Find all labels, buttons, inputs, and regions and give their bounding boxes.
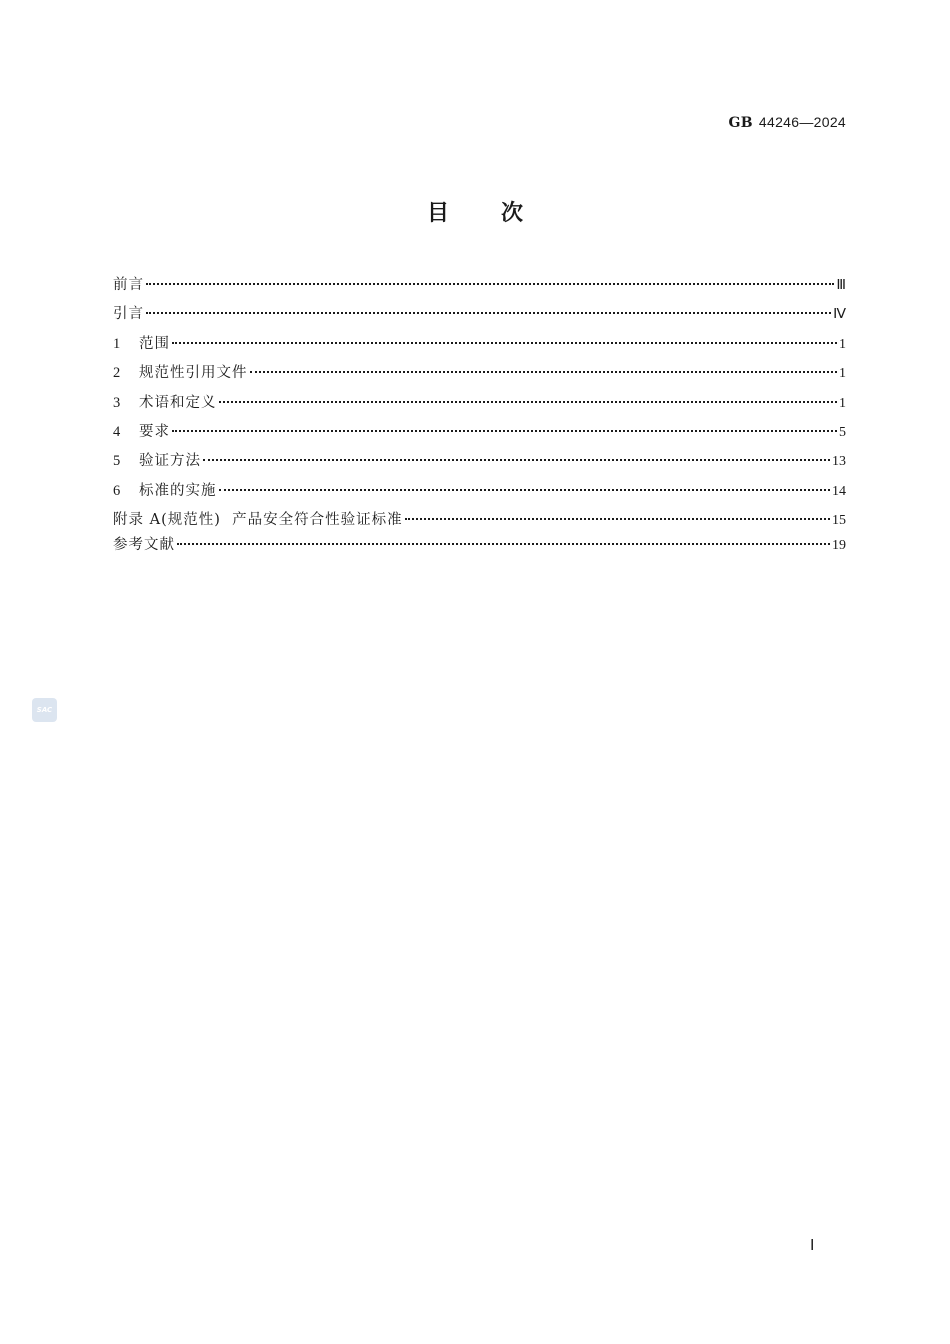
toc-entry-label: 范围 <box>139 335 170 352</box>
toc-entry-label: 要求 <box>139 423 170 440</box>
toc-entry-number: 6 <box>113 482 121 499</box>
toc-leader-dots <box>203 459 830 461</box>
toc-entry-implementation[interactable] <box>113 479 846 508</box>
toc-title: 目次 <box>426 201 575 226</box>
toc-entry-requirements[interactable] <box>113 420 846 449</box>
toc-entry-verification-methods[interactable] <box>113 449 846 478</box>
toc-entry-label: 引言 <box>113 306 144 323</box>
toc-list <box>113 273 846 558</box>
toc-entry-number: 1 <box>113 335 121 352</box>
page-number: Ⅰ <box>810 1238 815 1254</box>
toc-leader-dots <box>146 283 834 285</box>
toc-entry-page: 5 <box>839 424 846 440</box>
standard-prefix: GB <box>728 115 753 131</box>
toc-entry-page: 14 <box>832 483 846 499</box>
toc-entry-label: 附录 A(规范性) 产品安全符合性验证标准 <box>113 512 403 529</box>
toc-entry-number: 2 <box>113 365 121 382</box>
toc-leader-dots <box>250 371 838 373</box>
toc-entry-page: 15 <box>832 513 846 529</box>
toc-entry-page: Ⅳ <box>833 307 846 323</box>
toc-leader-dots <box>405 518 830 520</box>
toc-leader-dots <box>172 430 837 432</box>
toc-entry-introduction[interactable] <box>113 302 846 331</box>
toc-entry-bibliography[interactable] <box>113 533 846 558</box>
toc-leader-dots <box>146 312 831 314</box>
toc-entry-foreword[interactable] <box>113 273 846 302</box>
toc-entry-number: 5 <box>113 453 121 470</box>
sac-watermark-logo: SAC <box>32 698 57 722</box>
toc-entry-label: 验证方法 <box>139 453 201 470</box>
toc-leader-dots <box>219 489 831 491</box>
standard-code <box>729 114 846 131</box>
toc-entry-page: 1 <box>839 366 846 382</box>
toc-entry-label: 前言 <box>113 277 144 293</box>
toc-entry-label: 规范性引用文件 <box>139 365 248 382</box>
toc-entry-page: 1 <box>839 395 846 411</box>
toc-entry-page: 13 <box>832 454 846 470</box>
toc-entry-number: 4 <box>113 423 121 440</box>
toc-entry-label: 参考文献 <box>113 537 175 554</box>
toc-entry-label: 标准的实施 <box>139 482 217 499</box>
toc-leader-dots <box>172 342 837 344</box>
toc-leader-dots <box>177 543 830 545</box>
toc-entry-terms-definitions[interactable] <box>113 391 846 420</box>
toc-leader-dots <box>219 401 838 403</box>
toc-entry-page: 19 <box>832 538 846 554</box>
toc-entry-number: 3 <box>113 394 121 411</box>
toc-entry-scope[interactable] <box>113 332 846 361</box>
standard-number: 44246—2024 <box>758 114 846 130</box>
toc-entry-page: 1 <box>839 336 846 352</box>
toc-entry-normative-references[interactable] <box>113 361 846 390</box>
toc-entry-page: Ⅲ <box>836 278 846 293</box>
toc-entry-annex-a[interactable] <box>113 508 846 533</box>
toc-entry-label: 术语和定义 <box>139 394 217 411</box>
